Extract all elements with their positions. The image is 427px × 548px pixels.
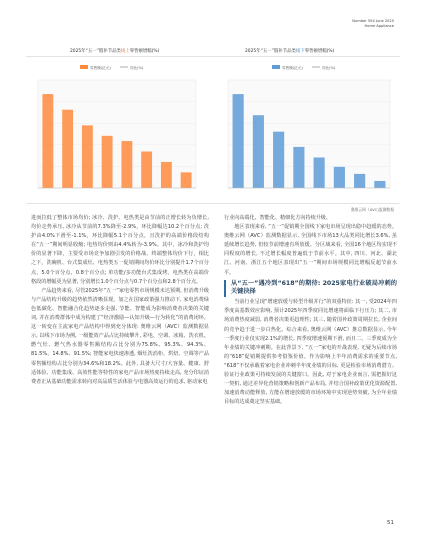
- right-paragraph-3: 当前行业呈现“增速放缓与转型升级并行”的双重特征: 其一, 受2024年四季度高基数效应影响, 预计2025年四季度同比增速将面临下行压力; 其二, 市场消费热度减弱, 消费者决策更趋理性; 其三, 随着国补政策周期拉长, 企业间的竞争趋于进一步白热化。综合来看, 奥维云网（AVC）推总数据显示, 今年一季度行业仅实现2.1%的增长, 四季度增速预期下滑, 而且二、三季度成为全年业绩的关键冲刺期。在此背景下, “五一”家电的开战表现, 无疑为后续市场的“618”促销期提供参考借鉴价值。作为影响上半年消费需求的重要节点, “618”不仅承载着家电企业冲刺半年度业绩的目标, 更是检验市场消费潜力、验证行业政策可持续发展的关键窗口。因此, 对于家电企业而言, 需把握好这一契机, 通过差异化营销策略和创新产品布局, 并结合国补政策优化资源配置, 加速消费动能释放, 方能在增速放缓的市场环境中实现逆势突破, 为全年业绩目标的达成奠定坚实基础。: [224, 299, 397, 406]
- right-column: [224, 214, 397, 407]
- chart-left-bar: [161, 162, 172, 188]
- chart-left-legend-swatch-bars: [80, 65, 88, 69]
- chart-left-bar: [121, 141, 132, 188]
- chart-source: 奥维云网（AVC)监测数据: [350, 207, 394, 212]
- chart-top-rule: [26, 56, 400, 57]
- chart-right-bar: [233, 94, 244, 188]
- chart-right-title-prefix: 2025年“五一”假补节品类: [245, 49, 296, 54]
- left-column: [31, 214, 209, 387]
- magazine-header: [352, 19, 394, 28]
- chart-right-legend-label-bars: 零售额(亿元): [282, 66, 303, 70]
- chart-right-title-suffix: 零售额增幅(%): [304, 49, 335, 54]
- chart-right-plot-frame: [228, 80, 390, 188]
- chart-right-bar: [253, 115, 264, 188]
- chart-right-bar: [273, 132, 284, 188]
- right-paragraph-2: 地区表现来看, “五一”促销期全国线下家电市场呈现出稳中趋缓的态势。奥维云网（AVC）监测数据显示, 全国线下市场13大品类同比增长3.6%, 虽延续增长趋势, 但较节前增速有所放缓。分区域来看, 全国16个地区均实现不同程度的增长, 不过增长幅度普遍低于节前水平。其中, 四川、河北、湖北江、河南、浙江五个地区表现出“五一”期间市场规模同比增幅反超节前水平。: [224, 224, 397, 276]
- chart-left-plot-frame: [38, 80, 196, 188]
- left-paragraph-2: 产品趋势来看, 尽管2025年“五一”家电零售市场规模未达预期, 但消费升级与产品结构升级的趋势依然清晰显现。加之在国家政策强力推动下, 家电消费绿色低碳化、智能融合化趋势逐步走强, 节能、智能成为影响消费者决策的关键词, 并在消费群体中成为构建了“经济激励—认知升级—行为转化”的消费闭环。这一转变在主流家电产品结构中得到充分体现: 奥维云网（AVC）监测数据显示, 以线下市场为例, 一级能效产品占比持续攀升, 彩电、空调、冰箱、洗衣机、燃气灶、燃气热水器零售额结构占比分别为75.8%、95.3%、94.3%、81.5%、14.8%、91.5%; 智能家电快速渗透, 烟灶洗消柜、烘焙、空调等产品零售额结构占比分别为34.6%和18.2%。此外, 具备大尺寸/大容量、健康、舒适体验、功能集成、高效性能等特性的家电产品市场热度持续走高, 充分印证消费者正从基础功能需求转向对高品质生活体验与电器高效运行的追求, 驱动家电: [31, 287, 209, 385]
- chart-right-legend-swatch-bars: [272, 65, 280, 69]
- page-number: 51: [387, 520, 394, 526]
- chart-left-title: [70, 48, 159, 54]
- chart-right-bar: [293, 147, 304, 188]
- chart-right-bar: [374, 181, 385, 188]
- issue-line: Number 554 June 2025: [352, 19, 394, 23]
- chart-left-bar: [42, 94, 53, 188]
- chart-left-bar: [181, 172, 192, 188]
- left-paragraph-1: 进而拉低了整体市场均价; 冰冷、洗护、电热类是由节前的正增长转为负增长, 均价走势承压, 冰冷从节前的7.3%降至-2.9%，环比降幅达10.2个百分点; 洗护由4.0%下滑至-1.1%，环比降幅5.1个百分点，且洗护的高端价格段结构在“五一”期间明显收缩; 电热均价则由4.4%转为-3.9%。其中，冰冷和洗护均价的显著下降，主要受市场竞争加剧引发的价格战、终端整体均价下行，相比之下，洗碗机、台式集成灶、电热类五一促销期间均价环比分别提升1.7个百分点、5.0个百分点、0.8个百分点; 单功能/多功能台式集成烤、电热类在高端价格段的增幅更为显著, 分别增长1.0个百分点与0.7个百分点和2.8个百分点。: [31, 215, 209, 285]
- right-paragraph-1: 行业向高端化、智能化、精细化方向持续升级。: [224, 215, 331, 221]
- chart-left-legend-label-line: 同比(%): [130, 66, 144, 70]
- chart-right-legend-label-line: 同比(%): [322, 66, 336, 70]
- section-line: Home Appliance: [364, 23, 394, 28]
- chart-bottom-rule: [26, 203, 400, 204]
- chart-left-title-highlight: 线上: [120, 49, 130, 54]
- chart-right-bar: [334, 167, 345, 188]
- chart-right-title-highlight: 线下: [295, 49, 305, 54]
- chart-left-bar: [141, 151, 152, 188]
- chart-left-title-prefix: 2025年“五一”假补节品类: [70, 49, 121, 54]
- chart-left-bar: [82, 125, 93, 188]
- chart-right-title: [245, 48, 334, 54]
- chart-left: [30, 60, 202, 198]
- chart-left-title-suffix: 零售额增幅(%): [129, 49, 160, 54]
- chart-left-bar: [102, 136, 113, 188]
- chart-right-bar: [354, 174, 365, 188]
- chart-right-bar: [314, 157, 325, 188]
- chart-left-legend-label-bars: 零售额(亿元): [90, 66, 111, 70]
- section-heading: 从“五一”遇冷到“618”的期待: 2025家电行业破局冲刺的关键抉择: [224, 280, 397, 298]
- chart-right: [220, 60, 396, 198]
- chart-left-bar: [62, 110, 73, 188]
